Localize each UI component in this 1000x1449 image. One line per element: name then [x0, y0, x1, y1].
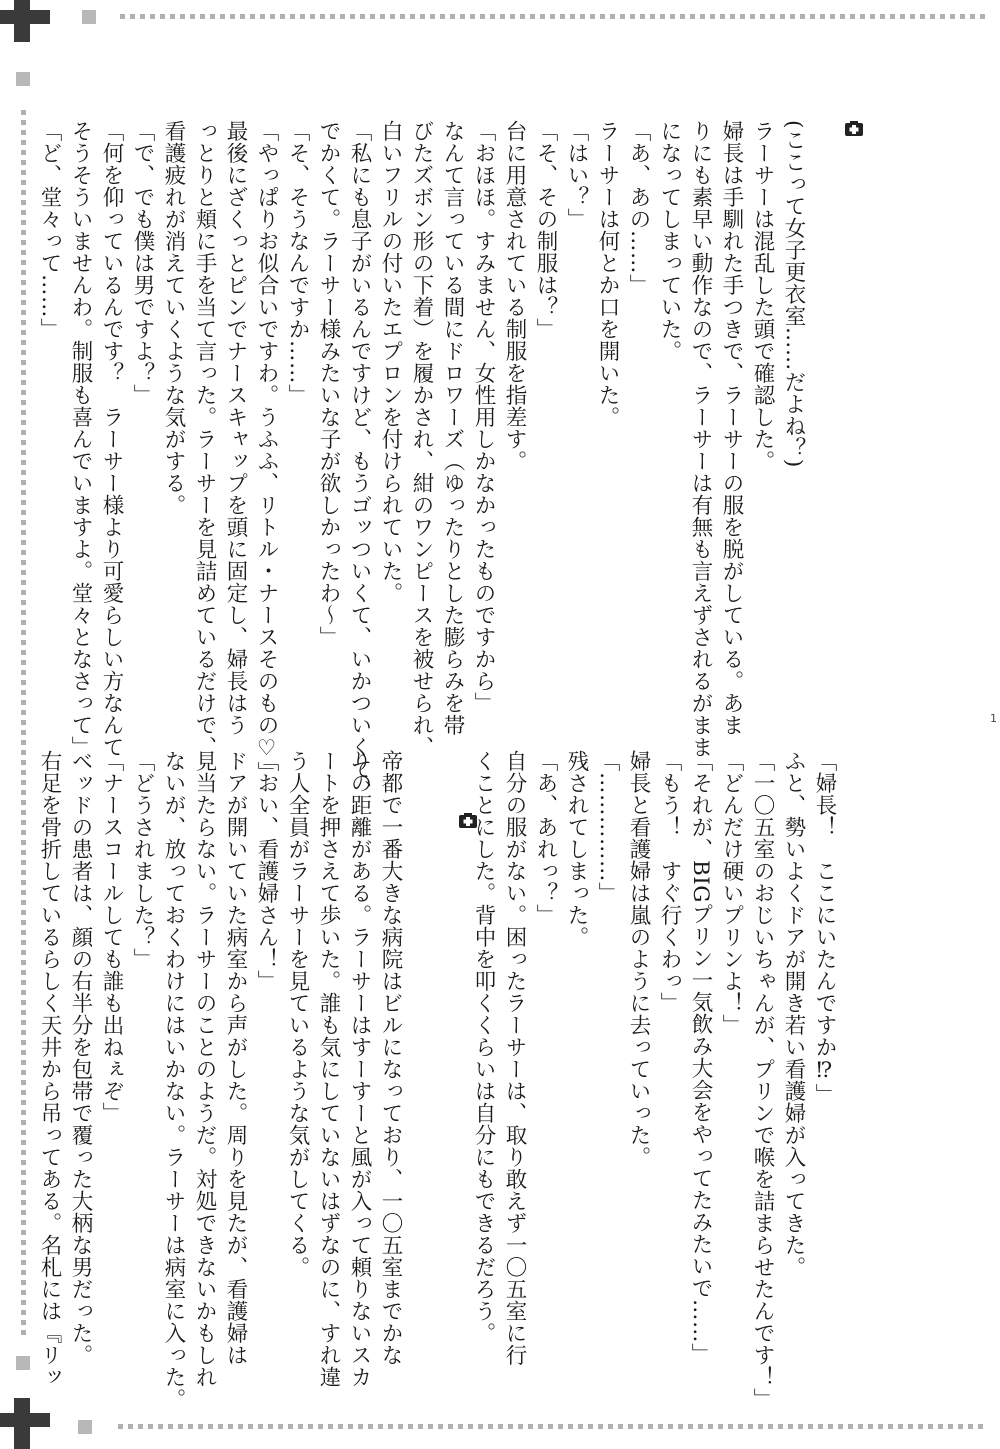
text-line: になってしまっていた。 — [657, 120, 682, 362]
text-line: ラーサーは何とか口を開いた。 — [595, 120, 620, 428]
text-line: 「あ、あの……」 — [626, 120, 651, 296]
text-line: ベッドの患者は、顔の右半分を包帯で覆った大柄な男だった。 — [68, 750, 93, 1366]
text-line — [809, 120, 840, 710]
text-line: う人全員がラーサーを見ているような気がしてくる。 — [285, 750, 310, 1278]
frame-square — [82, 10, 96, 24]
text-line: っとりと頬に手を当て言った。ラーサーを見詰めているだけで、 — [192, 120, 217, 758]
text-line: ートを押さえて歩いた。誰も気にしていないはずなのに、すれ違 — [316, 750, 341, 1388]
text-line: 最後にざくっとピンでナースキャップを頭に固定し、婦長はう — [223, 120, 248, 736]
text-line — [406, 750, 437, 1390]
text-line: 見当たらない。ラーサーのことのようだ。対処できないかもしれ — [192, 750, 217, 1388]
text-line: 帝都で一番大きな病院はビルになっており、一〇五室までかな — [378, 750, 403, 1366]
text-line: (ここって女子更衣室……だよね？) — [781, 120, 806, 468]
text-line: 「やっぱりお似合いですわ。うふふ、リトル・ナースそのもの♡」 — [254, 120, 279, 784]
text-line: くことにした。背中を叩くくらいは自分にもできるだろう。 — [471, 750, 496, 1344]
text-line: 「……………」 — [595, 750, 620, 904]
text-line: ふと、勢いよくドアが開き若い看護婦が入ってきた。 — [781, 750, 806, 1278]
text-line: 「おほほ。すみません、女性用しかなかったものですから」 — [471, 120, 496, 714]
text-line: 「何を仰っているんです？ ラーサー様より可愛らしい方なんて — [99, 120, 124, 758]
text-line: なんて言っている間にドロワーズ（ゆったりとした膨らみを帯 — [440, 120, 465, 736]
frame-square — [16, 1356, 30, 1370]
text-line: 「一〇五室のおじいちゃんが、プリンで喉を詰まらせたんです！」 — [750, 750, 775, 1410]
text-line: 「おい、看護婦さん！」 — [254, 750, 279, 992]
text-line: でかくて。ラーサー様みたいな子が欲しかったわ〜」 — [316, 120, 341, 648]
text-line: 「私にも息子がいるんですけど、もうゴッついくて、いかついくて、 — [347, 120, 372, 802]
text-line: 「ど、堂々って……」 — [37, 120, 62, 340]
text-line: びたズボン形の下着）を履かされ、紺のワンピースを被せられ、 — [409, 120, 434, 758]
text-line: 婦長と看護婦は嵐のように去っていった。 — [626, 750, 651, 1168]
text-line: 右足を骨折しているらしく天井から吊ってある。名札には『リッ — [37, 750, 62, 1388]
corner-plus-mark — [14, 1398, 30, 1449]
text-line: 「それが、BIGプリン一気飲み大会をやってたみたいで……」 — [688, 750, 713, 1365]
dotted-border-bottom — [118, 1424, 988, 1429]
text-line: 白いフリルの付いたエプロンを付けられていた。 — [378, 120, 403, 604]
frame-square — [16, 72, 30, 86]
text-line: 「で、でも僕は男ですよ？」 — [130, 120, 155, 406]
corner-plus-mark — [14, 0, 30, 42]
dotted-border-left — [21, 110, 26, 1340]
text-line: 看護疲れが消えていくような気がする。 — [161, 120, 186, 516]
text-block-bottom — [34, 750, 840, 1410]
text-line: 台に用意されている制服を指差す。 — [502, 120, 527, 472]
text-line: 「あ、あれっ？」 — [533, 750, 558, 926]
text-line: 婦長は手馴れた手つきで、ラーサーの服を脱がしている。あま — [719, 120, 744, 736]
text-line — [437, 750, 468, 1390]
text-line: ないが、放っておくわけにはいかない。ラーサーは病室に入った。 — [161, 750, 186, 1410]
text-line: 自分の服がない。困ったラーサーは、取り敢えず一〇五室に行 — [502, 750, 527, 1366]
text-line: 「もう！ すぐ行くわっ」 — [657, 750, 682, 1014]
text-line: 「どうされました？」 — [130, 750, 155, 970]
text-line: ラーサーは混乱した頭で確認した。 — [750, 120, 775, 472]
text-line: 「はい？」 — [564, 120, 589, 230]
text-line: ドアが開いていた病室から声がした。周りを見たが、看護婦は — [223, 750, 248, 1366]
text-line: りにも素早い動作なので、ラーサーは有無も言えずされるがまま — [688, 120, 713, 758]
frame-square — [78, 1420, 92, 1434]
text-line: 残されてしまった。 — [564, 750, 589, 948]
text-line: 「どんだけ硬いプリンよ！」 — [719, 750, 744, 1036]
text-line: 「婦長！ ここにいたんですか⁉」 — [812, 750, 837, 1106]
dotted-border-top — [120, 14, 990, 19]
page-number: 1 — [990, 712, 997, 725]
text-line: りの距離がある。ラーサーはすーすーと風が入って頼りないスカ — [347, 750, 372, 1388]
text-line: 「そ、そうなんですか……」 — [285, 120, 310, 406]
cross-icon — [844, 120, 864, 138]
text-line: そうそういませんわ。制服も喜んでいますよ。堂々となさって」 — [68, 120, 93, 758]
text-line: 「そ、その制服は？」 — [533, 120, 558, 340]
text-line: 「ナースコールしても誰も出ねぇぞ」 — [99, 750, 124, 1124]
text-block-top — [34, 120, 840, 802]
